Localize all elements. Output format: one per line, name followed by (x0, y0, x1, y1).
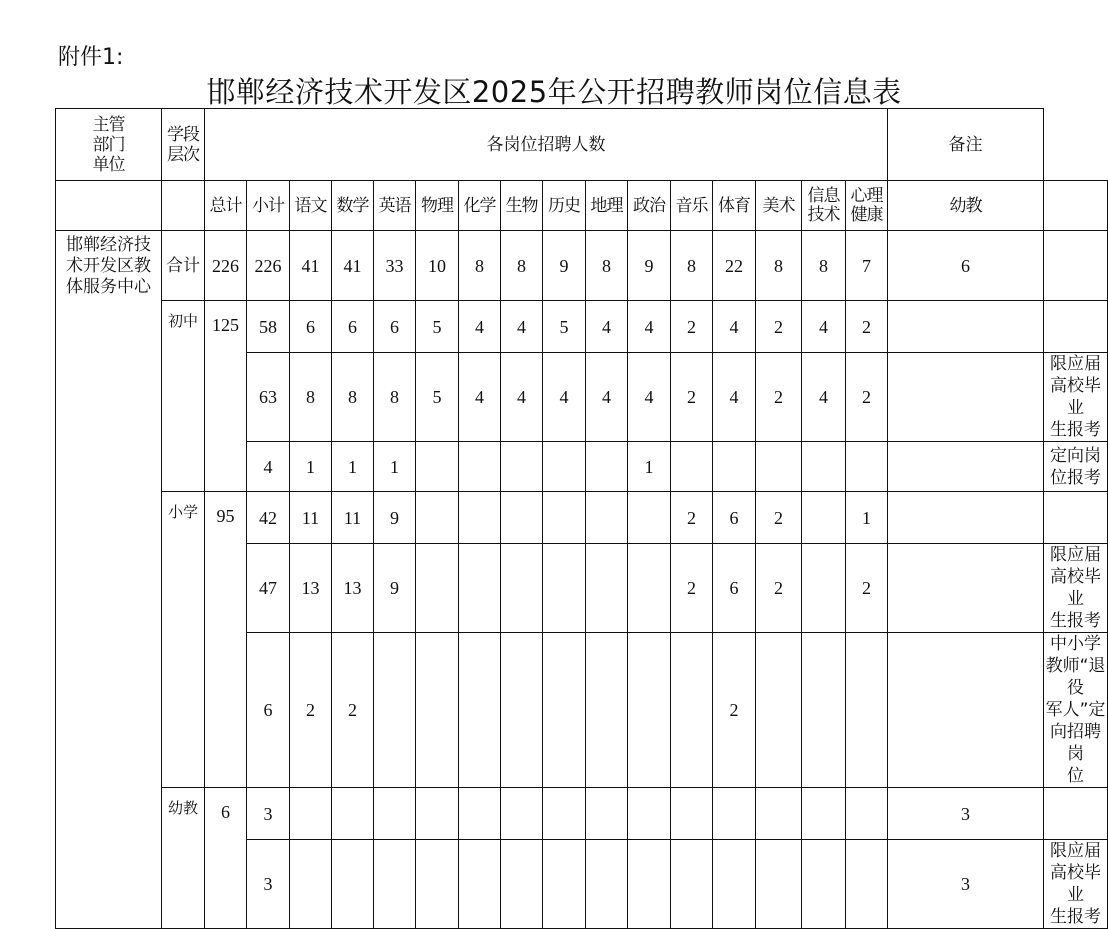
count-cell: 13 (332, 544, 374, 633)
count-cell (888, 353, 1044, 442)
total-cell: 6 (205, 788, 247, 929)
table-row (56, 301, 1108, 353)
count-cell: 4 (501, 301, 543, 353)
count-cell: 2 (846, 353, 888, 442)
count-cell (586, 544, 628, 633)
count-cell (671, 788, 713, 840)
count-cell (459, 788, 501, 840)
count-cell (459, 840, 501, 929)
count-cell (332, 788, 374, 840)
header-subject: 小计 (247, 181, 290, 231)
attachment-label: 附件1: (58, 45, 124, 70)
count-cell: 2 (846, 301, 888, 353)
count-cell: 9 (543, 231, 586, 301)
header-subject: 英语 (374, 181, 416, 231)
count-cell (290, 788, 332, 840)
count-cell: 22 (713, 231, 756, 301)
count-cell (416, 442, 459, 492)
count-cell (586, 633, 628, 788)
count-cell (459, 633, 501, 788)
count-cell: 11 (290, 492, 332, 544)
count-cell (888, 633, 1044, 788)
count-cell (374, 633, 416, 788)
count-cell (459, 442, 501, 492)
count-cell: 4 (586, 301, 628, 353)
count-cell (846, 442, 888, 492)
stage-label: 初中 (162, 301, 205, 492)
count-cell (671, 442, 713, 492)
count-cell: 7 (846, 231, 888, 301)
count-cell (802, 442, 846, 492)
count-cell (416, 788, 459, 840)
count-cell: 5 (543, 301, 586, 353)
header-total: 总计 (205, 181, 247, 231)
count-cell: 2 (713, 633, 756, 788)
count-cell (374, 840, 416, 929)
count-cell: 4 (628, 353, 671, 442)
count-cell: 47 (247, 544, 290, 633)
count-cell (671, 633, 713, 788)
total-cell: 125 (205, 301, 247, 492)
count-cell: 42 (247, 492, 290, 544)
count-cell: 6 (247, 633, 290, 788)
count-cell: 6 (888, 231, 1044, 301)
count-cell: 2 (671, 544, 713, 633)
count-cell: 3 (888, 840, 1044, 929)
count-cell (374, 788, 416, 840)
count-cell (543, 840, 586, 929)
header-subject: 幼教 (888, 181, 1044, 231)
header-subject: 心理 健康 (846, 181, 888, 231)
count-cell: 4 (459, 353, 501, 442)
count-cell: 10 (416, 231, 459, 301)
count-cell: 1 (374, 442, 416, 492)
header-subject: 数学 (332, 181, 374, 231)
header-blank (1044, 181, 1108, 231)
count-cell (628, 788, 671, 840)
count-cell (802, 492, 846, 544)
count-cell (501, 788, 543, 840)
table-row (56, 181, 1108, 231)
count-cell: 2 (756, 353, 802, 442)
count-cell (671, 840, 713, 929)
table-row (56, 492, 1108, 544)
count-cell: 8 (459, 231, 501, 301)
count-cell: 63 (247, 353, 290, 442)
count-cell (802, 788, 846, 840)
header-stage: 学段 层次 (162, 109, 205, 181)
total-cell: 226 (205, 231, 247, 301)
count-cell: 4 (543, 353, 586, 442)
count-cell: 8 (501, 231, 543, 301)
header-subject: 化学 (459, 181, 501, 231)
remark-cell (1044, 788, 1108, 840)
count-cell (586, 840, 628, 929)
remark-cell: 定向岗位报考 (1044, 442, 1108, 492)
count-cell: 9 (374, 544, 416, 633)
remark-cell: 限应届高校毕业 生报考 (1044, 544, 1108, 633)
header-remarks: 备注 (888, 109, 1044, 181)
count-cell (628, 633, 671, 788)
remark-cell: 中小学教师“退役 军人”定向招聘岗 位 (1044, 633, 1108, 788)
count-cell: 8 (332, 353, 374, 442)
count-cell (543, 633, 586, 788)
header-blank (162, 181, 205, 231)
count-cell (501, 442, 543, 492)
count-cell (501, 492, 543, 544)
count-cell (888, 492, 1044, 544)
count-cell: 41 (332, 231, 374, 301)
count-cell: 9 (374, 492, 416, 544)
header-subject: 美术 (756, 181, 802, 231)
count-cell: 41 (290, 231, 332, 301)
count-cell: 4 (713, 353, 756, 442)
count-cell: 4 (586, 353, 628, 442)
count-cell: 4 (628, 301, 671, 353)
recruitment-table (55, 108, 1108, 929)
count-cell (846, 788, 888, 840)
count-cell: 4 (247, 442, 290, 492)
count-cell (888, 442, 1044, 492)
header-subject: 政治 (628, 181, 671, 231)
count-cell (586, 492, 628, 544)
count-cell: 4 (713, 301, 756, 353)
count-cell (713, 442, 756, 492)
count-cell: 1 (290, 442, 332, 492)
count-cell: 8 (586, 231, 628, 301)
count-cell: 8 (802, 231, 846, 301)
count-cell: 226 (247, 231, 290, 301)
table-row (56, 109, 1108, 181)
remark-cell: 限应届高校毕业 生报考 (1044, 840, 1108, 929)
count-cell (543, 544, 586, 633)
header-subject: 语文 (290, 181, 332, 231)
count-cell: 2 (756, 301, 802, 353)
count-cell: 2 (671, 492, 713, 544)
count-cell (416, 492, 459, 544)
count-cell: 6 (374, 301, 416, 353)
count-cell: 33 (374, 231, 416, 301)
count-cell (846, 840, 888, 929)
count-cell: 2 (332, 633, 374, 788)
count-cell (459, 492, 501, 544)
count-cell (628, 492, 671, 544)
count-cell: 8 (756, 231, 802, 301)
header-subject: 音乐 (671, 181, 713, 231)
count-cell (802, 544, 846, 633)
count-cell: 3 (247, 840, 290, 929)
count-cell: 8 (671, 231, 713, 301)
count-cell (756, 840, 802, 929)
count-cell: 13 (290, 544, 332, 633)
count-cell (459, 544, 501, 633)
count-cell (543, 492, 586, 544)
remark-cell (1044, 492, 1108, 544)
count-cell: 2 (671, 301, 713, 353)
count-cell: 2 (290, 633, 332, 788)
count-cell: 4 (802, 353, 846, 442)
stage-label: 小学 (162, 492, 205, 788)
count-cell: 6 (332, 301, 374, 353)
count-cell: 3 (888, 788, 1044, 840)
count-cell: 58 (247, 301, 290, 353)
count-cell (416, 840, 459, 929)
count-cell: 2 (671, 353, 713, 442)
count-cell (628, 544, 671, 633)
count-cell (543, 788, 586, 840)
count-cell (543, 442, 586, 492)
page-title: 邯郸经济技术开发区2025年公开招聘教师岗位信息表 (206, 75, 902, 109)
count-cell (713, 788, 756, 840)
table-row (56, 231, 1108, 301)
count-cell: 2 (756, 492, 802, 544)
count-cell: 4 (501, 353, 543, 442)
count-cell: 1 (628, 442, 671, 492)
remark-cell: 限应届高校毕业 生报考 (1044, 353, 1108, 442)
header-subject: 体育 (713, 181, 756, 231)
remark-cell (1044, 231, 1108, 301)
count-cell (416, 633, 459, 788)
count-cell: 5 (416, 301, 459, 353)
count-cell: 3 (247, 788, 290, 840)
total-cell: 95 (205, 492, 247, 788)
stage-label: 合计 (162, 231, 205, 301)
header-subject: 生物 (501, 181, 543, 231)
count-cell: 4 (459, 301, 501, 353)
count-cell (501, 544, 543, 633)
header-positions: 各岗位招聘人数 (205, 109, 888, 181)
count-cell (416, 544, 459, 633)
header-blank (56, 181, 162, 231)
header-subject: 信息 技术 (802, 181, 846, 231)
count-cell (802, 633, 846, 788)
table-row (56, 788, 1108, 840)
count-cell: 6 (713, 492, 756, 544)
dept-name: 邯郸经济技 术开发区教 体服务中心 (56, 231, 162, 929)
count-cell: 1 (846, 492, 888, 544)
count-cell (802, 840, 846, 929)
count-cell (290, 840, 332, 929)
count-cell: 1 (332, 442, 374, 492)
count-cell (501, 840, 543, 929)
count-cell (586, 788, 628, 840)
count-cell (628, 840, 671, 929)
count-cell (888, 544, 1044, 633)
count-cell (756, 788, 802, 840)
count-cell: 8 (374, 353, 416, 442)
count-cell: 2 (756, 544, 802, 633)
header-subject: 地理 (586, 181, 628, 231)
count-cell: 9 (628, 231, 671, 301)
count-cell: 5 (416, 353, 459, 442)
count-cell: 6 (713, 544, 756, 633)
count-cell (756, 442, 802, 492)
remark-cell (1044, 301, 1108, 353)
count-cell (501, 633, 543, 788)
count-cell: 11 (332, 492, 374, 544)
count-cell: 8 (290, 353, 332, 442)
header-subject: 物理 (416, 181, 459, 231)
count-cell: 4 (802, 301, 846, 353)
header-dept: 主管 部门 单位 (56, 109, 162, 181)
count-cell (586, 442, 628, 492)
count-cell (846, 633, 888, 788)
count-cell: 2 (846, 544, 888, 633)
count-cell (888, 301, 1044, 353)
count-cell (756, 633, 802, 788)
count-cell: 6 (290, 301, 332, 353)
count-cell (713, 840, 756, 929)
count-cell (332, 840, 374, 929)
stage-label: 幼教 (162, 788, 205, 929)
header-subject: 历史 (543, 181, 586, 231)
